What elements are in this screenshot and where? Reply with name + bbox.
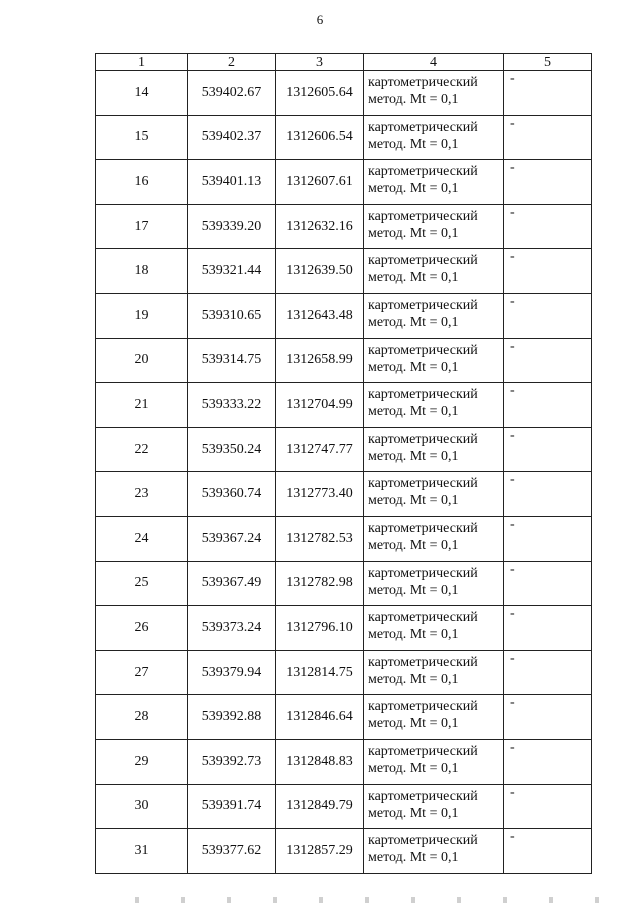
note-cell: - — [504, 249, 592, 294]
table-row — [96, 695, 592, 740]
coordinate-x: 539367.24 — [188, 516, 276, 561]
point-number: 18 — [96, 249, 188, 294]
coordinate-x: 539402.67 — [188, 71, 276, 116]
column-header-1: 1 — [96, 54, 188, 71]
method-description — [364, 293, 504, 338]
coordinate-y: 1312747.77 — [276, 427, 364, 472]
note-cell: - — [504, 561, 592, 606]
coordinate-x: 539392.88 — [188, 695, 276, 740]
coordinate-y: 1312814.75 — [276, 650, 364, 695]
method-description — [364, 115, 504, 160]
table-row — [96, 204, 592, 249]
method-line-2: метод. Mt = 0,1 — [368, 582, 459, 598]
method-line-2: метод. Mt = 0,1 — [368, 448, 459, 464]
method-line-1: картометрический — [368, 208, 478, 224]
point-number: 26 — [96, 606, 188, 651]
coordinate-x: 539402.37 — [188, 115, 276, 160]
table-row — [96, 829, 592, 874]
method-line-1: картометрический — [368, 431, 478, 447]
table-header — [96, 54, 592, 71]
coordinate-y: 1312857.29 — [276, 829, 364, 874]
coordinate-y: 1312606.54 — [276, 115, 364, 160]
method-line-1: картометрический — [368, 164, 478, 180]
method-line-2: метод. Mt = 0,1 — [368, 716, 459, 732]
point-number: 22 — [96, 427, 188, 472]
coordinate-y: 1312658.99 — [276, 338, 364, 383]
method-description — [364, 472, 504, 517]
note-cell: - — [504, 204, 592, 249]
coordinate-x: 539360.74 — [188, 472, 276, 517]
method-description — [364, 695, 504, 740]
column-header-5: 5 — [504, 54, 592, 71]
method-line-1: картометрический — [368, 387, 478, 403]
point-number: 15 — [96, 115, 188, 160]
coordinate-x: 539314.75 — [188, 338, 276, 383]
point-number: 17 — [96, 204, 188, 249]
table-body — [96, 71, 592, 874]
column-header-2: 2 — [188, 54, 276, 71]
method-line-1: картометрический — [368, 75, 478, 90]
method-description — [364, 383, 504, 428]
method-description — [364, 650, 504, 695]
coordinate-y: 1312605.64 — [276, 71, 364, 116]
coordinate-y: 1312773.40 — [276, 472, 364, 517]
method-line-1: картометрический — [368, 253, 478, 269]
table-row — [96, 650, 592, 695]
note-cell: - — [504, 606, 592, 651]
table-row — [96, 472, 592, 517]
method-line-1: картометрический — [368, 654, 478, 670]
method-description — [364, 739, 504, 784]
note-cell: - — [504, 427, 592, 472]
method-line-1: картометрический — [368, 476, 478, 492]
note-cell: - — [504, 650, 592, 695]
method-line-2: метод. Mt = 0,1 — [368, 225, 459, 241]
coordinate-x: 539333.22 — [188, 383, 276, 428]
column-header-3: 3 — [276, 54, 364, 71]
method-line-1: картометрический — [368, 788, 478, 804]
coordinate-y: 1312639.50 — [276, 249, 364, 294]
method-line-1: картометрический — [368, 610, 478, 626]
coordinate-y: 1312782.98 — [276, 561, 364, 606]
coordinate-y: 1312796.10 — [276, 606, 364, 651]
coordinate-x: 539373.24 — [188, 606, 276, 651]
method-line-2: метод. Mt = 0,1 — [368, 181, 459, 197]
method-line-2: метод. Mt = 0,1 — [368, 805, 459, 821]
point-number: 27 — [96, 650, 188, 695]
method-description — [364, 427, 504, 472]
point-number: 29 — [96, 739, 188, 784]
note-cell: - — [504, 784, 592, 829]
table-row — [96, 427, 592, 472]
method-description — [364, 338, 504, 383]
note-cell: - — [504, 71, 592, 116]
table-row — [96, 606, 592, 651]
column-header-4: 4 — [364, 54, 504, 71]
point-number: 28 — [96, 695, 188, 740]
method-line-1: картометрический — [368, 699, 478, 715]
point-number: 14 — [96, 71, 188, 116]
method-description — [364, 561, 504, 606]
note-cell: - — [504, 695, 592, 740]
coordinate-x: 539392.73 — [188, 739, 276, 784]
coordinate-x: 539310.65 — [188, 293, 276, 338]
table-row — [96, 71, 592, 116]
table-row — [96, 784, 592, 829]
coordinates-table — [95, 53, 592, 874]
point-number: 31 — [96, 829, 188, 874]
coordinate-y: 1312848.83 — [276, 739, 364, 784]
bleed-through-text — [135, 897, 605, 903]
method-line-1: картометрический — [368, 833, 478, 849]
method-line-2: метод. Mt = 0,1 — [368, 627, 459, 643]
method-description — [364, 784, 504, 829]
note-cell: - — [504, 115, 592, 160]
method-line-2: метод. Mt = 0,1 — [368, 850, 459, 866]
method-line-2: метод. Mt = 0,1 — [368, 136, 459, 152]
method-line-1: картометрический — [368, 520, 478, 536]
method-line-2: метод. Mt = 0,1 — [368, 92, 459, 107]
note-cell: - — [504, 293, 592, 338]
point-number: 23 — [96, 472, 188, 517]
method-line-2: метод. Mt = 0,1 — [368, 671, 459, 687]
table-row — [96, 739, 592, 784]
coordinate-y: 1312704.99 — [276, 383, 364, 428]
method-description — [364, 516, 504, 561]
method-line-2: метод. Mt = 0,1 — [368, 760, 459, 776]
point-number: 30 — [96, 784, 188, 829]
coordinate-x: 539350.24 — [188, 427, 276, 472]
coordinate-y: 1312846.64 — [276, 695, 364, 740]
point-number: 25 — [96, 561, 188, 606]
method-description — [364, 829, 504, 874]
method-description — [364, 204, 504, 249]
table-row — [96, 383, 592, 428]
method-description — [364, 160, 504, 205]
coordinate-y: 1312607.61 — [276, 160, 364, 205]
note-cell: - — [504, 829, 592, 874]
method-line-1: картометрический — [368, 297, 478, 313]
method-line-1: картометрический — [368, 119, 478, 135]
method-line-2: метод. Mt = 0,1 — [368, 537, 459, 553]
note-cell: - — [504, 383, 592, 428]
method-description — [364, 249, 504, 294]
header-row — [96, 54, 592, 71]
coordinate-x: 539391.74 — [188, 784, 276, 829]
coordinate-x: 539321.44 — [188, 249, 276, 294]
table-row — [96, 293, 592, 338]
point-number: 24 — [96, 516, 188, 561]
note-cell: - — [504, 516, 592, 561]
method-line-2: метод. Mt = 0,1 — [368, 359, 459, 375]
method-description — [364, 71, 504, 116]
method-line-2: метод. Mt = 0,1 — [368, 314, 459, 330]
note-cell: - — [504, 338, 592, 383]
coordinate-x: 539339.20 — [188, 204, 276, 249]
table-row — [96, 249, 592, 294]
method-line-2: метод. Mt = 0,1 — [368, 493, 459, 509]
method-line-1: картометрический — [368, 565, 478, 581]
method-line-2: метод. Mt = 0,1 — [368, 404, 459, 420]
coordinate-y: 1312849.79 — [276, 784, 364, 829]
method-description — [364, 606, 504, 651]
coordinate-x: 539379.94 — [188, 650, 276, 695]
method-line-1: картометрический — [368, 743, 478, 759]
point-number: 21 — [96, 383, 188, 428]
table-row — [96, 115, 592, 160]
point-number: 16 — [96, 160, 188, 205]
method-line-2: метод. Mt = 0,1 — [368, 270, 459, 286]
note-cell: - — [504, 160, 592, 205]
method-line-1: картометрический — [368, 342, 478, 358]
coordinate-x: 539367.49 — [188, 561, 276, 606]
table-row — [96, 160, 592, 205]
table-row — [96, 561, 592, 606]
coordinate-y: 1312632.16 — [276, 204, 364, 249]
coordinate-x: 539377.62 — [188, 829, 276, 874]
point-number: 20 — [96, 338, 188, 383]
page-number: 6 — [316, 12, 324, 27]
note-cell: - — [504, 739, 592, 784]
note-cell: - — [504, 472, 592, 517]
table-row — [96, 516, 592, 561]
coordinate-y: 1312782.53 — [276, 516, 364, 561]
coordinate-x: 539401.13 — [188, 160, 276, 205]
table-row — [96, 338, 592, 383]
point-number: 19 — [96, 293, 188, 338]
coordinate-y: 1312643.48 — [276, 293, 364, 338]
